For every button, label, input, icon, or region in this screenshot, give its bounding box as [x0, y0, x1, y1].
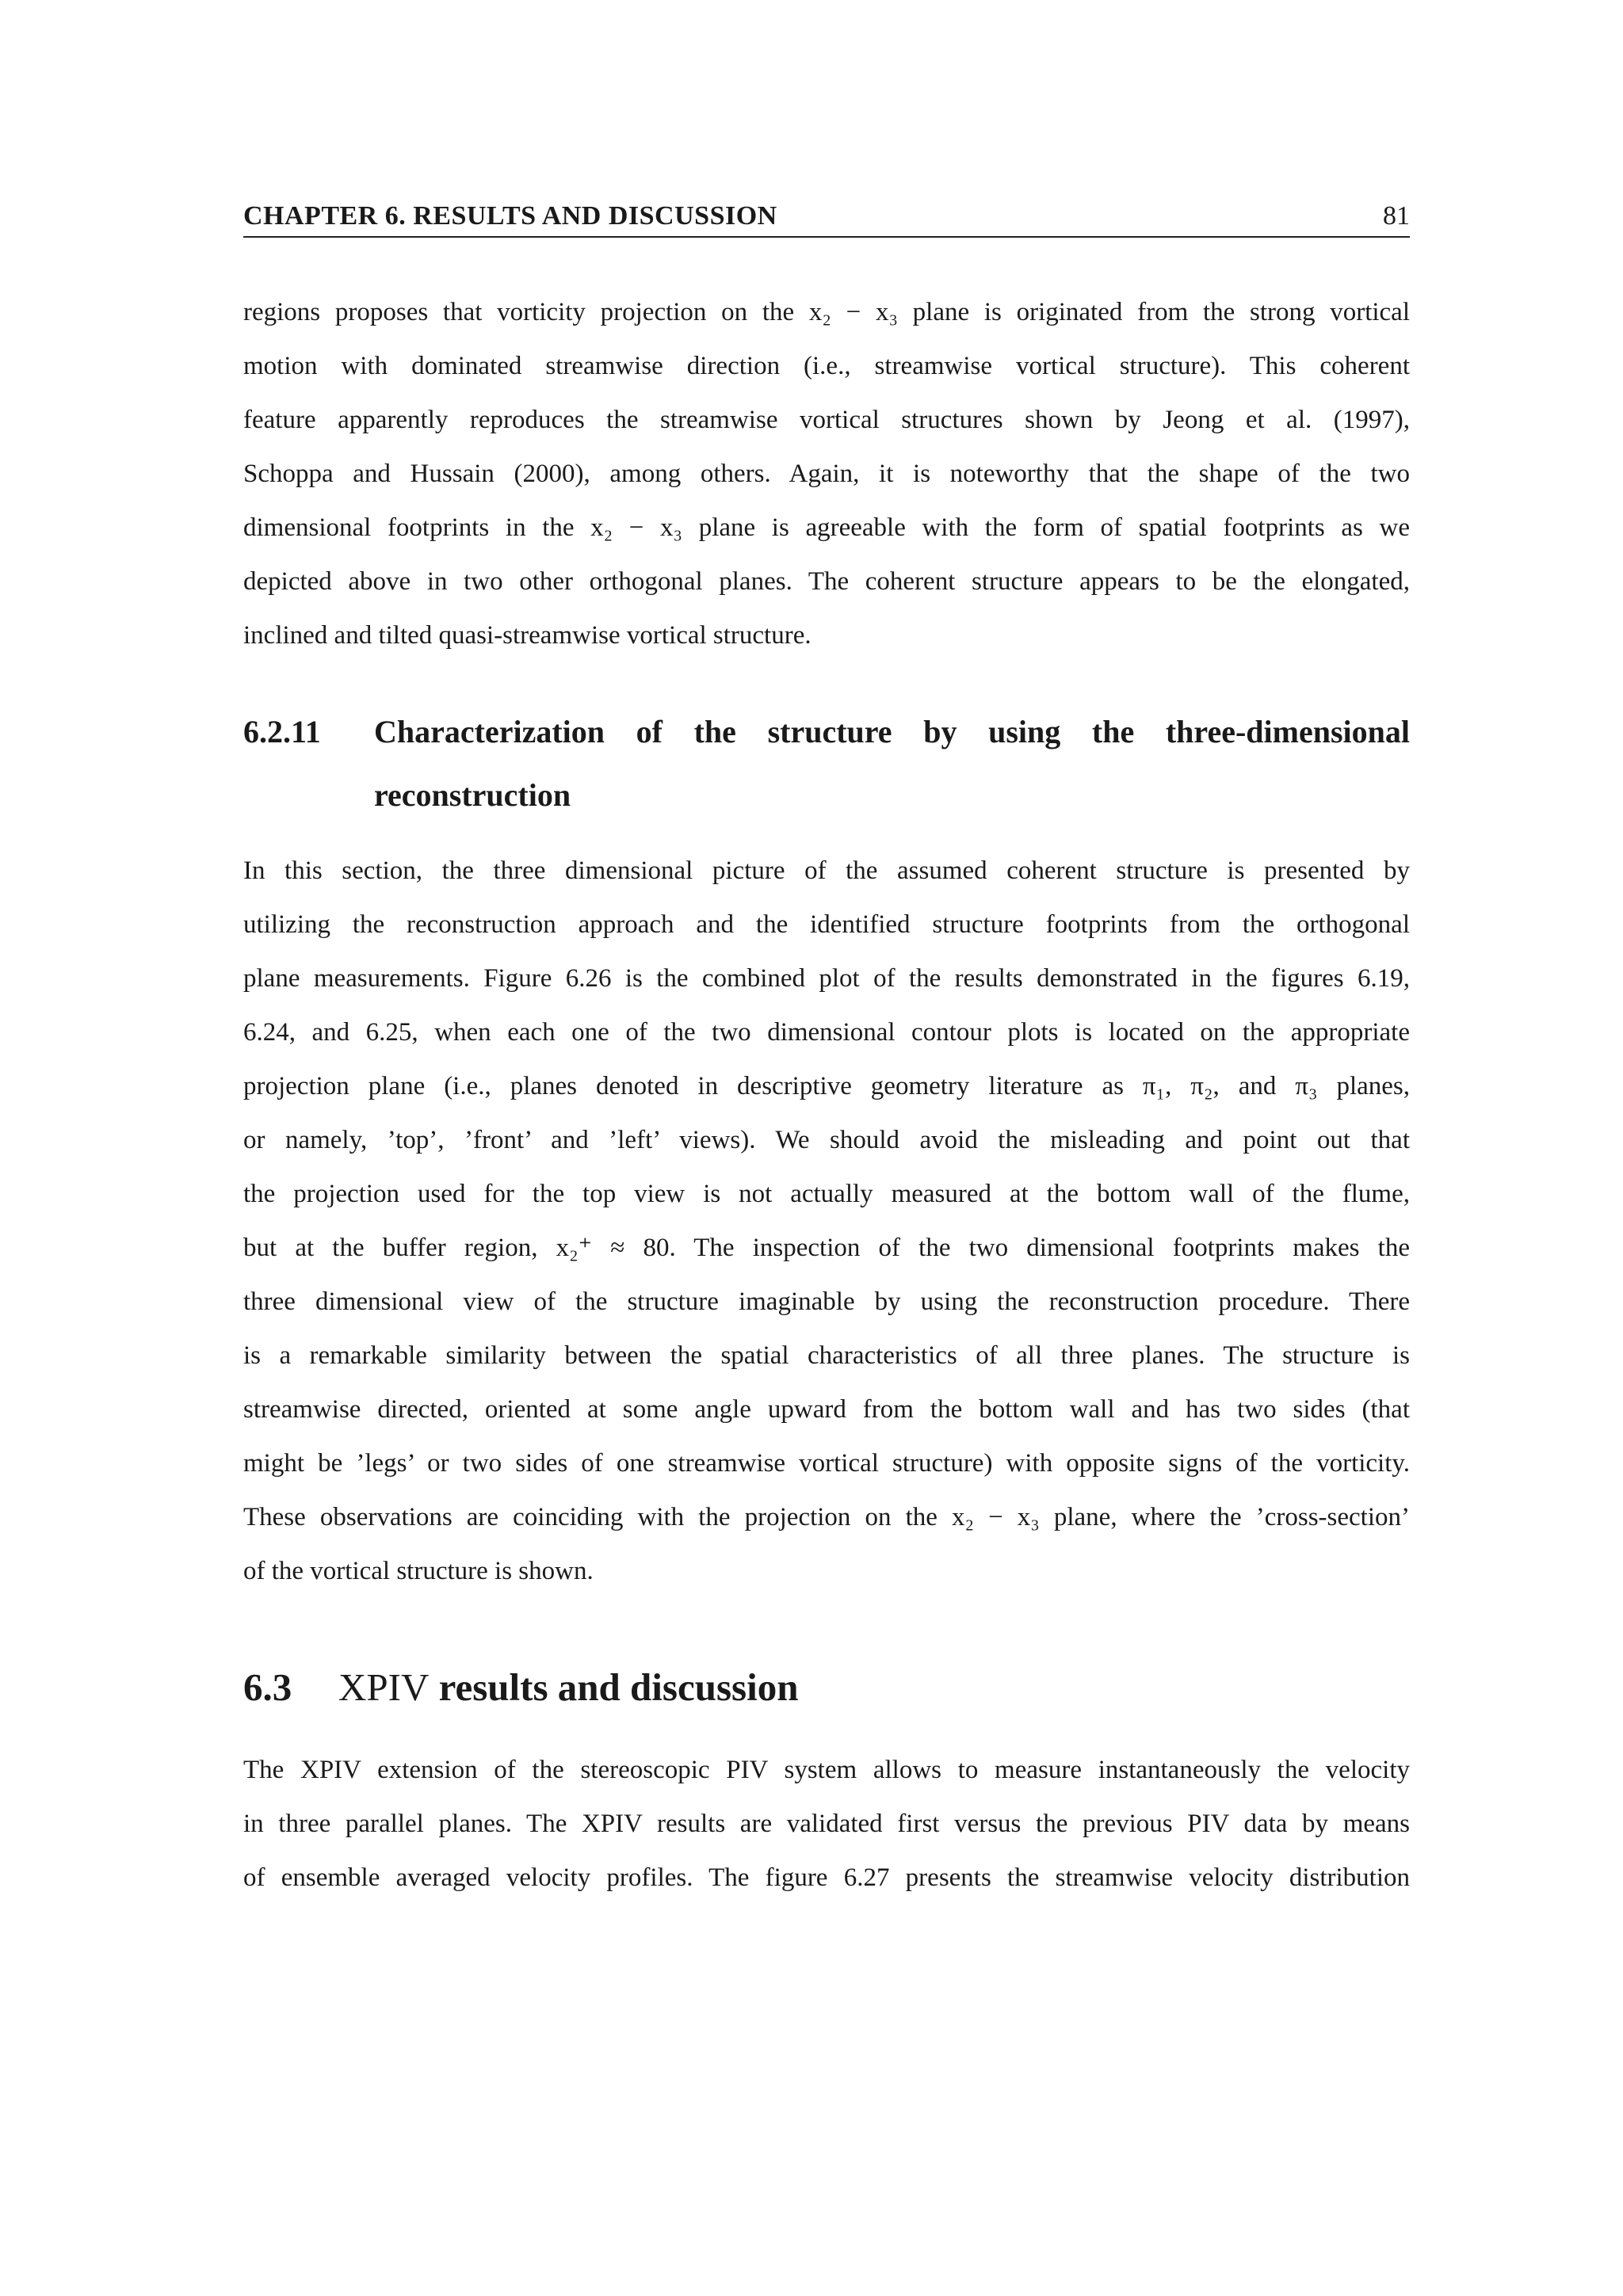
section-heading — [243, 1656, 1410, 1719]
text-line: dimensional footprints in the x₂ − x₃ plane is agreeable with the form of spatial footprints as we — [243, 513, 1410, 542]
text-line: utilizing the reconstruction approach and the identified structure footprints from the orthogonal — [243, 910, 1410, 939]
text-line: Schoppa and Hussain (2000), among others. Again, it is noteworthy that the shape of the two — [243, 460, 1410, 488]
text-line: streamwise directed, oriented at some angle upward from the bottom wall and has two sides (that — [243, 1395, 1410, 1424]
paragraph-2 — [243, 844, 1410, 1598]
subsection-heading — [243, 700, 1410, 827]
text-line: motion with dominated streamwise direction (i.e., streamwise vortical structure). This coherent — [243, 352, 1410, 380]
text-line: is a remarkable similarity between the spatial characteristics of all three planes. The structure is — [243, 1341, 1410, 1370]
text-line: of ensemble averaged velocity profiles. The figure 6.27 presents the streamwise velocity distribution — [243, 1863, 1410, 1892]
section-title-text: results and discussion — [429, 1665, 799, 1709]
text-line: but at the buffer region, x₂⁺ ≈ 80. The inspection of the two dimensional footprints makes the — [243, 1234, 1410, 1262]
text-line: These observations are coinciding with the projection on the x₂ − x₃ plane, where the ’cross-section’ — [243, 1503, 1410, 1531]
text-line: in three parallel planes. The XPIV results are validated first versus the previous PIV data by means — [243, 1810, 1410, 1838]
text-line: of the vortical structure is shown. — [243, 1557, 594, 1585]
subsection-title-cont: reconstruction — [374, 777, 571, 813]
text-line: feature apparently reproduces the streamwise vortical structures shown by Jeong et al. (1997), — [243, 406, 1410, 434]
text-line: 6.24, and 6.25, when each one of the two dimensional contour plots is located on the appropriate — [243, 1018, 1410, 1047]
text-line: three dimensional view of the structure imaginable by using the reconstruction procedure. There — [243, 1287, 1410, 1316]
section-number: 6.3 — [243, 1665, 292, 1709]
text-line: In this section, the three dimensional picture of the assumed coherent structure is presented by — [243, 856, 1410, 885]
text-line: plane measurements. Figure 6.26 is the combined plot of the results demonstrated in the figures 6.19, — [243, 964, 1410, 993]
subsection-title: Characterization of the structure by using the three-dimensional — [374, 714, 1410, 749]
text-line: might be ’legs’ or two sides of one streamwise vortical structure) with opposite signs of the vorticity. — [243, 1449, 1410, 1478]
text-line: or namely, ’top’, ’front’ and ’left’ views). We should avoid the misleading and point out that — [243, 1126, 1410, 1154]
running-header — [243, 201, 1410, 238]
chapter-title: CHAPTER 6. RESULTS AND DISCUSSION — [243, 201, 777, 231]
text-line: inclined and tilted quasi-streamwise vortical structure. — [243, 621, 812, 650]
paragraph-1 — [243, 285, 1410, 662]
subsection-number: 6.2.11 — [243, 714, 321, 749]
text-line: projection plane (i.e., planes denoted in descriptive geometry literature as π₁, π₂, and π₃ planes, — [243, 1072, 1410, 1100]
text-line: depicted above in two other orthogonal planes. The coherent structure appears to be the elongated, — [243, 567, 1410, 596]
section-title — [338, 1656, 798, 1719]
text-line: The XPIV extension of the stereoscopic PIV system allows to measure instantaneously the velocity — [243, 1756, 1410, 1784]
paragraph-3 — [243, 1743, 1410, 1905]
text-line: the projection used for the top view is not actually measured at the bottom wall of the flume, — [243, 1180, 1410, 1208]
xpiv-logo: XPIV — [338, 1665, 430, 1709]
text-line: regions proposes that vorticity projection on the x₂ − x₃ plane is originated from the strong vortical — [243, 298, 1410, 326]
page-number: 81 — [1383, 201, 1410, 231]
